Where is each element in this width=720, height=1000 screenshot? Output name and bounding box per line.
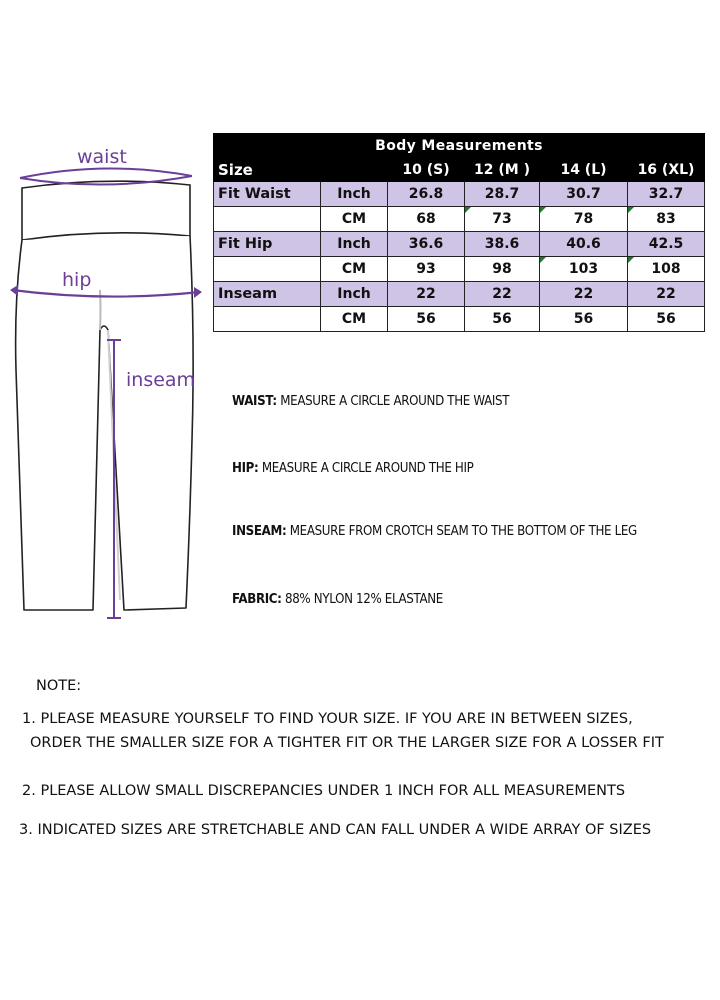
table-cell: 56 (540, 307, 628, 332)
table-cell: 56 (388, 307, 465, 332)
instruction-label: HIP: (232, 460, 259, 476)
instruction-fabric (232, 591, 443, 607)
instruction-label: FABRIC: (232, 591, 282, 607)
row-unit: CM (321, 207, 388, 232)
size-header: 10 (S) (388, 158, 465, 182)
inseam-label: inseam (126, 369, 196, 391)
row-label (214, 257, 321, 282)
table-cell: 103 (540, 257, 628, 282)
table-cell: 93 (388, 257, 465, 282)
leggings-diagram (0, 140, 220, 630)
table-cell: 22 (628, 282, 705, 307)
table-cell: 56 (628, 307, 705, 332)
table-row (214, 207, 705, 232)
note-item: 3. INDICATED SIZES ARE STRETCHABLE AND CAN FALL UNDER A WIDE ARRAY OF SIZES (19, 822, 652, 838)
table-cell: 68 (388, 207, 465, 232)
note-item: 2. PLEASE ALLOW SMALL DISCREPANCIES UNDER 1 INCH FOR ALL MEASUREMENTS (22, 783, 626, 799)
size-chart-table (213, 133, 705, 332)
note-item: 1. PLEASE MEASURE YOURSELF TO FIND YOUR SIZE. IF YOU ARE IN BETWEEN SIZES, (22, 711, 633, 727)
row-unit: Inch (321, 182, 388, 207)
row-unit: Inch (321, 232, 388, 257)
table-cell: 73 (465, 207, 540, 232)
table-title-row (214, 134, 705, 158)
row-unit: Inch (321, 282, 388, 307)
table-cell: 22 (465, 282, 540, 307)
size-header: 12 (M ) (465, 158, 540, 182)
size-header: 16 (XL) (628, 158, 705, 182)
instruction-label: WAIST: (232, 393, 277, 409)
table-cell: 56 (465, 307, 540, 332)
size-header-blank (321, 158, 388, 182)
row-label: Fit Hip (214, 232, 321, 257)
size-header-label: Size (214, 158, 321, 182)
note-title: NOTE: (36, 678, 82, 694)
row-unit: CM (321, 307, 388, 332)
table-sizes-row (214, 158, 705, 182)
table-cell: 28.7 (465, 182, 540, 207)
table-cell: 22 (540, 282, 628, 307)
table-row (214, 307, 705, 332)
table-cell: 42.5 (628, 232, 705, 257)
row-label: Fit Waist (214, 182, 321, 207)
instruction-text: MEASURE A CIRCLE AROUND THE HIP (261, 460, 474, 476)
table-cell: 98 (465, 257, 540, 282)
table-row (214, 282, 705, 307)
instruction-label: INSEAM: (232, 523, 287, 539)
note-item: ORDER THE SMALLER SIZE FOR A TIGHTER FIT OR THE LARGER SIZE FOR A LOSSER FIT (30, 735, 664, 751)
hip-label: hip (62, 269, 92, 291)
waist-label: waist (77, 146, 127, 168)
instruction-inseam (232, 523, 637, 539)
table-cell: 83 (628, 207, 705, 232)
table-row (214, 182, 705, 207)
row-label: Inseam (214, 282, 321, 307)
table-title: Body Measurements (214, 134, 705, 158)
row-label (214, 207, 321, 232)
instruction-text: MEASURE FROM CROTCH SEAM TO THE BOTTOM OF THE LEG (289, 523, 637, 539)
table-cell: 30.7 (540, 182, 628, 207)
table-cell: 108 (628, 257, 705, 282)
table-cell: 36.6 (388, 232, 465, 257)
table-cell: 78 (540, 207, 628, 232)
table-cell: 32.7 (628, 182, 705, 207)
table-row (214, 232, 705, 257)
table-cell: 26.8 (388, 182, 465, 207)
table-row (214, 257, 705, 282)
table-cell: 22 (388, 282, 465, 307)
row-label (214, 307, 321, 332)
instruction-text: 88% NYLON 12% ELASTANE (285, 591, 443, 607)
table-cell: 38.6 (465, 232, 540, 257)
instruction-waist (232, 393, 509, 409)
row-unit: CM (321, 257, 388, 282)
size-header: 14 (L) (540, 158, 628, 182)
table-cell: 40.6 (540, 232, 628, 257)
instruction-hip (232, 460, 473, 476)
instruction-text: MEASURE A CIRCLE AROUND THE WAIST (280, 393, 510, 409)
